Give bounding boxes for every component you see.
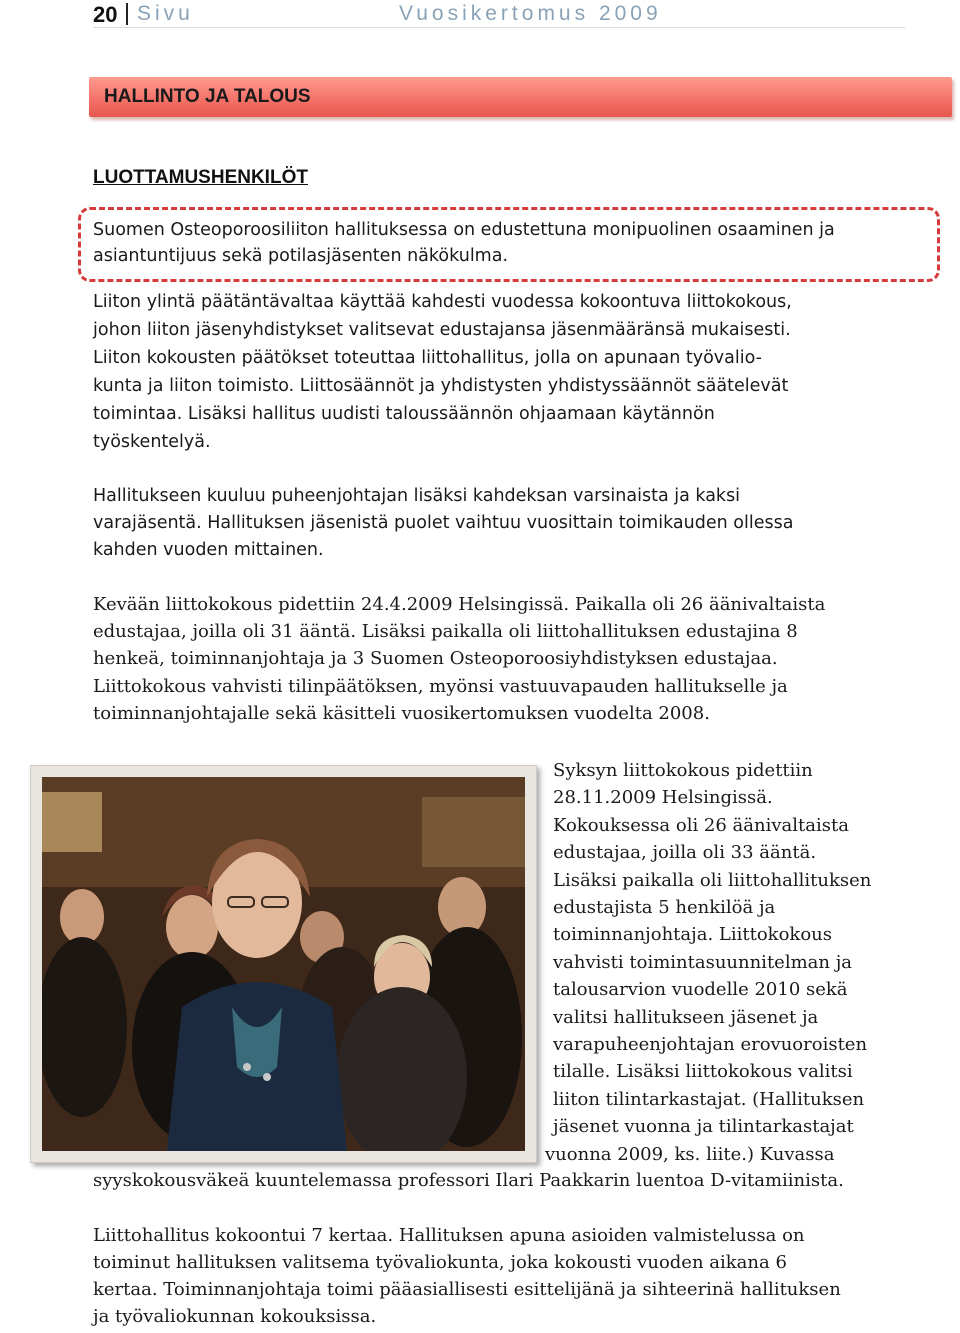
side-line: toiminnanjohtaja. Liittokokous	[553, 924, 832, 946]
intro-line-1: Suomen Osteoporoosiliiton hallituksessa on edustettuna monipuolinen osaaminen ja	[93, 220, 835, 240]
para4-line-1: Liittohallitus kokoontui 7 kertaa. Hallituksen apuna asioiden valmistelussa on	[93, 1225, 805, 1246]
para2-line-3: kahden vuoden mittainen.	[93, 540, 324, 560]
side-line: Kokouksessa oli 26 äänivaltaista	[553, 814, 849, 836]
para1-line-1: Liiton ylintä päätäntävaltaa käyttää kahdesti vuodessa kokoontuva liittokokous,	[93, 292, 792, 312]
para3-line-1: Kevään liittokokous pidettiin 24.4.2009 Helsingissä. Paikalla oli 26 äänivaltaista	[93, 594, 826, 615]
para3-line-2: edustajaa, joilla oli 31 ääntä. Lisäksi paikalla oli liittohallituksen edustajina 8	[93, 621, 798, 642]
intro-line-2: asiantuntijuus sekä potilasjäsenten näkökulma.	[93, 246, 509, 266]
header-divider	[126, 3, 128, 25]
page-label: Sivu	[137, 2, 194, 25]
page-header	[93, 0, 905, 30]
autumn-meeting-text	[545, 757, 913, 1168]
para4-line-4: ja työvaliokunnan kokouksissa.	[93, 1306, 377, 1327]
para3-line-4: Liittokokous vahvisti tilinpäätöksen, myönsi vastuuvapauden hallitukselle ja	[93, 676, 788, 697]
photo-frame	[30, 765, 537, 1163]
para1-line-5: toimintaa. Lisäksi hallitus uudisti taloussäännön ohjaamaan käytännön	[93, 404, 715, 424]
meeting-photo	[42, 777, 525, 1151]
side-line: edustajaa, joilla oli 33 ääntä.	[553, 842, 817, 864]
banner-label: HALLINTO JA TALOUS	[104, 86, 311, 107]
para2-line-1: Hallitukseen kuuluu puheenjohtajan lisäksi kahdeksan varsinaista ja kaksi	[93, 486, 741, 506]
para4-line-3: kertaa. Toiminnanjohtaja toimi pääasiallisesti esittelijänä ja sihteerinä hallituksen	[93, 1279, 841, 1300]
side-line: varapuheenjohtajan erovuoroisten	[553, 1034, 868, 1056]
para1-line-2: johon liiton jäsenyhdistykset valitsevat edustajansa jäsenmääränsä mukaisesti.	[93, 320, 791, 340]
side-line: liiton tilintarkastajat. (Hallituksen	[553, 1088, 865, 1110]
para3-line-3: henkeä, toiminnanjohtaja ja 3 Suomen Osteoporoosiyhdistyksen edustajaa.	[93, 648, 778, 669]
side-line: Lisäksi paikalla oli liittohallituksen	[553, 869, 872, 891]
header-rule	[93, 27, 905, 28]
section-title: LUOTTAMUSHENKILÖT	[93, 167, 308, 188]
side-line: talousarvion vuodelle 2010 sekä	[553, 979, 848, 1001]
side-line: tilalle. Lisäksi liittokokous valitsi	[553, 1061, 853, 1083]
section-banner	[89, 77, 952, 117]
para4-line-2: toiminut hallituksen valitsema työvaliokunta, joka kokousti vuoden aikana 6	[93, 1252, 787, 1273]
para1-line-3: Liiton kokousten päätökset toteuttaa liittohallitus, jolla on apunaan työvalio-	[93, 348, 762, 368]
side-line: edustajista 5 henkilöä ja	[553, 897, 776, 919]
para3-line-5: toiminnanjohtajalle sekä käsitteli vuosikertomuksen vuodelta 2008.	[93, 703, 710, 724]
page-number: 20	[93, 2, 118, 27]
side-line: vuonna 2009, ks. liite.) Kuvassa	[545, 1143, 835, 1165]
para2-line-2: varajäsentä. Hallituksen jäsenistä puolet vaihtuu vuosittain toimikauden ollessa	[93, 513, 794, 533]
side-line: valitsi hallitukseen jäsenet ja	[553, 1006, 819, 1028]
meeting-photo-illustration	[42, 777, 525, 1151]
side-line: vahvisti toimintasuunnitelman ja	[553, 951, 853, 973]
document-title: Vuosikertomus 2009	[399, 2, 662, 25]
para1-line-4: kunta ja liiton toimisto. Liittosäännöt ja yhdistysten yhdistyssäännöt säätelevät	[93, 376, 789, 396]
side-line: jäsenet vuonna ja tilintarkastajat	[553, 1116, 854, 1138]
side-line: 28.11.2009 Helsingissä.	[553, 787, 773, 809]
para1-line-6: työskentelyä.	[93, 432, 211, 452]
side-line: Syksyn liittokokous pidettiin	[553, 760, 813, 781]
photo-caption-continued: syyskokousväkeä kuuntelemassa professori Ilari Paakkarin luentoa D-vitamiinista.	[93, 1170, 844, 1191]
